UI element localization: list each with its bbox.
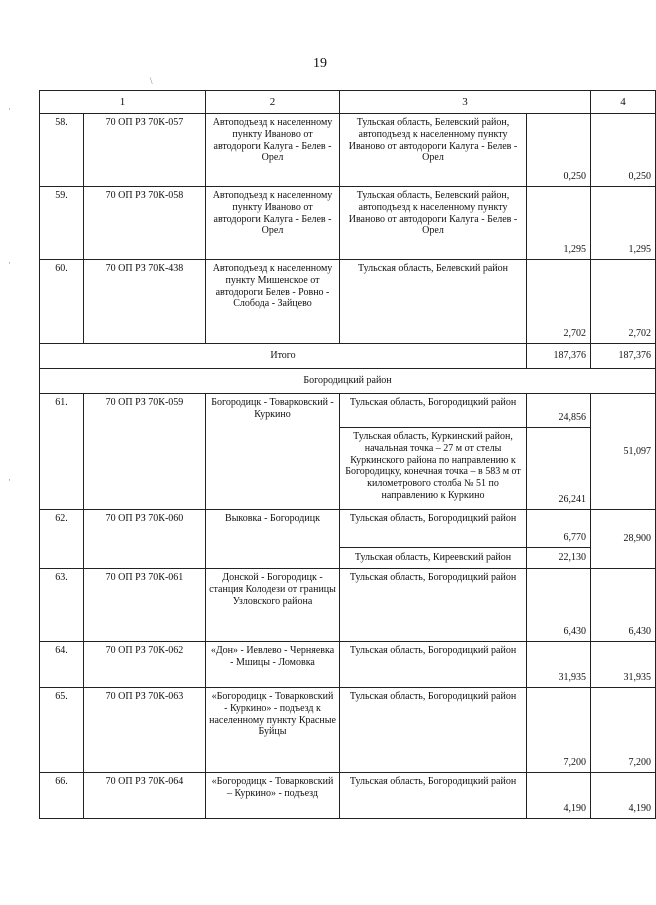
table-row	[40, 642, 656, 688]
table-row	[40, 510, 656, 548]
road-length: 26,241	[527, 428, 591, 510]
road-total: 28,900	[591, 510, 656, 569]
row-number: 59.	[40, 187, 84, 260]
row-number: 65.	[40, 688, 84, 773]
road-total: 6,430	[591, 569, 656, 642]
roads-table	[39, 90, 656, 819]
total-label: Итого	[40, 344, 527, 369]
header-row	[40, 91, 656, 114]
road-code: 70 ОП РЗ 70К-063	[84, 688, 206, 773]
header-col-3: 3	[340, 91, 591, 114]
road-length: 6,770	[527, 510, 591, 548]
row-number: 58.	[40, 114, 84, 187]
header-col-1: 1	[40, 91, 206, 114]
road-code: 70 ОП РЗ 70К-057	[84, 114, 206, 187]
road-total: 2,702	[591, 260, 656, 344]
row-number: 61.	[40, 394, 84, 510]
road-name: Автоподъезд к населенному пункту Мишенское от автодороги Белев - Ровно - Слобода - Зайцево	[206, 260, 340, 344]
road-location: Тульская область, Куркинский район, начальная точка – 27 м от стелы Куркинского района по направлению к Богородицку, конечная точка – в 583 м от километрового столба № 51 по направлению к Куркино	[340, 428, 527, 510]
road-name: Донской - Богородицк - станция Колодези от границы Узловского района	[206, 569, 340, 642]
road-name: «Дон» - Иевлево - Черняевка - Мшицы - Ломовка	[206, 642, 340, 688]
road-length: 31,935	[527, 642, 591, 688]
road-location: Тульская область, Белевский район, автоподъезд к населенному пункту Иваново от автодороги Калуга - Белев - Орел	[340, 187, 527, 260]
table-row	[40, 773, 656, 819]
road-length: 2,702	[527, 260, 591, 344]
road-length: 0,250	[527, 114, 591, 187]
row-number: 66.	[40, 773, 84, 819]
row-number: 60.	[40, 260, 84, 344]
road-code: 70 ОП РЗ 70К-060	[84, 510, 206, 569]
row-number: 64.	[40, 642, 84, 688]
road-total: 31,935	[591, 642, 656, 688]
road-name: «Богородицк - Товарковский – Куркино» - подъезд	[206, 773, 340, 819]
header-col-2: 2	[206, 91, 340, 114]
road-location: Тульская область, Богородицкий район	[340, 688, 527, 773]
road-location: Тульская область, Богородицкий район	[340, 642, 527, 688]
road-length: 22,130	[527, 548, 591, 569]
road-code: 70 ОП РЗ 70К-061	[84, 569, 206, 642]
road-length: 4,190	[527, 773, 591, 819]
total-row	[40, 344, 656, 369]
road-code: 70 ОП РЗ 70К-059	[84, 394, 206, 510]
road-total: 7,200	[591, 688, 656, 773]
table-row	[40, 260, 656, 344]
road-location: Тульская область, Богородицкий район	[340, 569, 527, 642]
row-number: 63.	[40, 569, 84, 642]
scan-mark: ·	[8, 475, 11, 485]
road-code: 70 ОП РЗ 70К-438	[84, 260, 206, 344]
total-length: 187,376	[527, 344, 591, 369]
section-title: Богородицкий район	[40, 369, 656, 394]
row-number: 62.	[40, 510, 84, 569]
header-col-4: 4	[591, 91, 656, 114]
road-length: 7,200	[527, 688, 591, 773]
table-row	[40, 394, 656, 428]
road-location: Тульская область, Киреевский район	[340, 548, 527, 569]
road-length: 6,430	[527, 569, 591, 642]
road-location: Тульская область, Белевский район, автоподъезд к населенному пункту Иваново от автодороги Калуга - Белев - Орел	[340, 114, 527, 187]
road-name: Богородицк - Товарковский - Куркино	[206, 394, 340, 510]
road-total: 1,295	[591, 187, 656, 260]
road-name: Выковка - Богородицк	[206, 510, 340, 569]
road-location: Тульская область, Богородицкий район	[340, 510, 527, 548]
total-sum: 187,376	[591, 344, 656, 369]
road-length: 24,856	[527, 394, 591, 428]
scan-mark: \	[150, 76, 153, 86]
road-code: 70 ОП РЗ 70К-058	[84, 187, 206, 260]
table-row	[40, 114, 656, 187]
road-name: Автоподъезд к населенному пункту Иваново от автодороги Калуга - Белев - Орел	[206, 187, 340, 260]
table-row	[40, 187, 656, 260]
section-row	[40, 369, 656, 394]
page-number: 19	[313, 56, 327, 71]
road-total: 0,250	[591, 114, 656, 187]
road-code: 70 ОП РЗ 70К-062	[84, 642, 206, 688]
road-location: Тульская область, Богородицкий район	[340, 394, 527, 428]
road-total: 4,190	[591, 773, 656, 819]
table-row	[40, 569, 656, 642]
scan-mark: ·	[8, 104, 11, 114]
road-name: «Богородицк - Товарковский - Куркино» - подъезд к населенному пункту Красные Буйцы	[206, 688, 340, 773]
road-location: Тульская область, Богородицкий район	[340, 773, 527, 819]
road-length: 1,295	[527, 187, 591, 260]
table-row	[40, 688, 656, 773]
road-name: Автоподъезд к населенному пункту Иваново от автодороги Калуга - Белев - Орел	[206, 114, 340, 187]
road-location: Тульская область, Белевский район	[340, 260, 527, 344]
road-code: 70 ОП РЗ 70К-064	[84, 773, 206, 819]
scan-mark: ·	[8, 258, 11, 268]
road-total: 51,097	[591, 394, 656, 510]
